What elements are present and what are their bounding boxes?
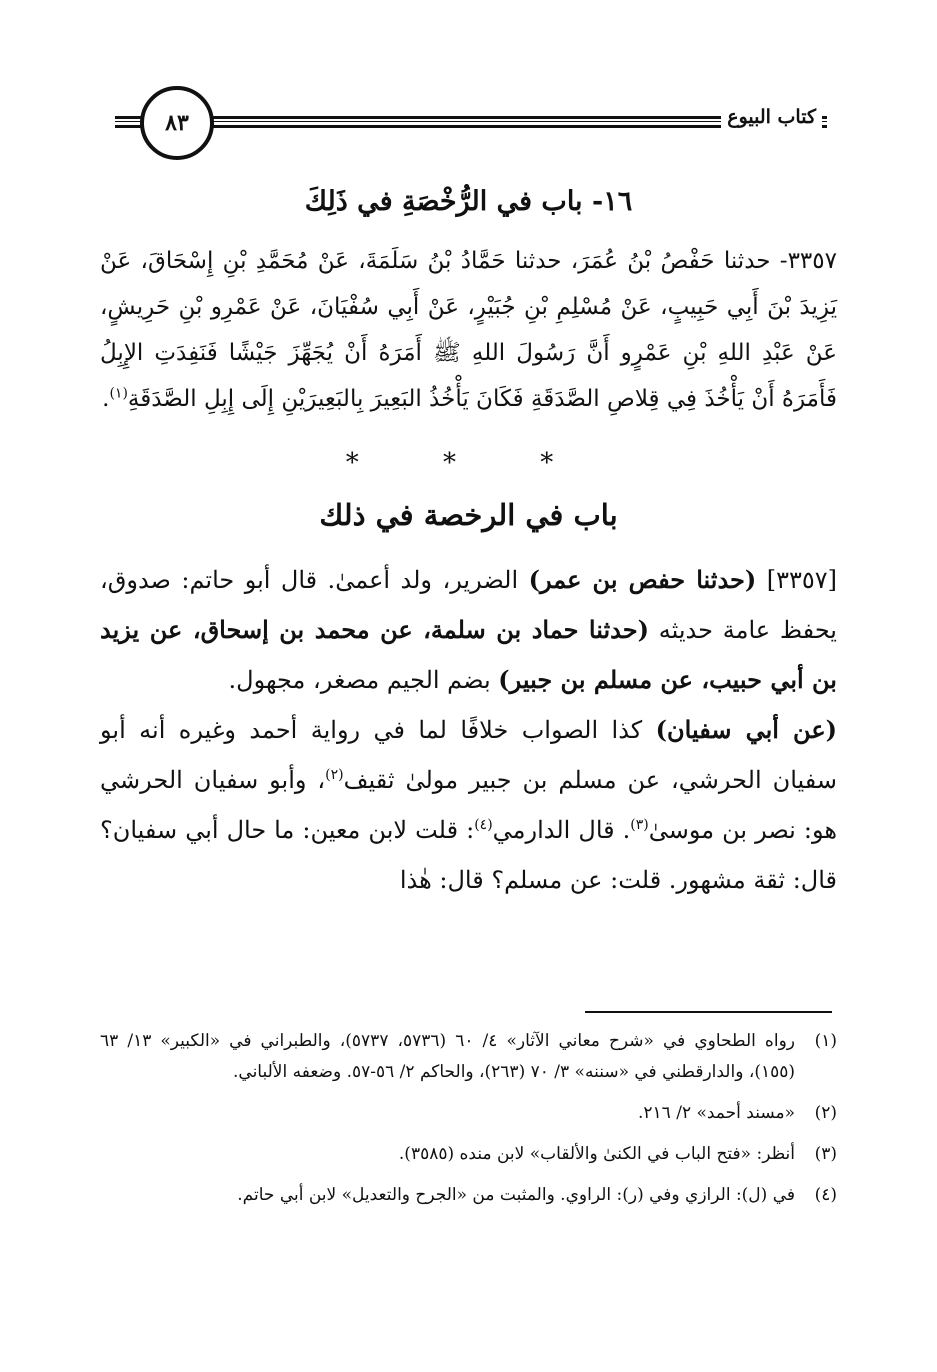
bold-run: (عن أبي سفيان) <box>655 715 838 744</box>
footnote-3 <box>100 1139 837 1170</box>
section-separator: * * * <box>345 448 592 478</box>
commentary-paragraph-2 <box>100 705 837 905</box>
text-run: ، وأبو سفيان الحرشي هو: نصر بن موسىٰ <box>100 766 837 844</box>
footnotes <box>100 1026 837 1221</box>
hadith-body: ٣٣٥٧- حدثنا حَفْصُ بْنُ عُمَرَ، حدثنا حَمَّادُ بْنُ سَلَمَةَ، عَنْ مُحَمَّدِ بْنِ إِسْحَاقَ، عَنْ يَزِيدَ بْنَ أَبِي حَبِيبٍ، عَنْ مُسْلِمِ بْنِ جُبَيْرٍ، عَنْ أَبِي سُفْيَانَ، عَنْ عَمْرِو بْنِ حَرِيشٍ، عَنْ عَبْدِ اللهِ بْنِ عَمْرٍو أَنَّ رَسُولَ اللهِ ﷺ أَمَرَهُ أَنْ يُجَهِّزَ جَيْشًا فَنَفِدَتِ الإِبِلُ فَأَمَرَهُ أَنْ يَأْخُذَ فِي قِلاصِ الصَّدَقَةِ فَكَانَ يَأْخُذُ البَعِيرَ بِالبَعِيرَيْنِ إِلَى إِبِلِ الصَّدَقَةِ <box>100 248 837 412</box>
footnote-2 <box>100 1098 837 1129</box>
footnote-number: (٣) <box>814 1144 837 1164</box>
commentary <box>100 555 837 905</box>
hadith-text <box>100 238 837 422</box>
page-number: ٨٣ <box>140 86 214 160</box>
footnote-text: أنظر: «فتح الباب في الكنىٰ والألقاب» لابن منده (٣٥٨٥). <box>398 1144 795 1164</box>
header-rule-bottom <box>115 125 827 128</box>
footnote-text: في (ل): الرازي وفي (ر): الراوي. والمثبت من «الجرح والتعديل» لابن أبي حاتم. <box>237 1185 795 1205</box>
footnote-text: رواه الطحاوي في «شرح معاني الآثار» ٤/ ٦٠ (٥٧٣٦، ٥٧٣٧)، والطبراني في «الكبير» ١٣/ ٦٣ (١٥٥)، والدارقطني في «سننه» ٣/ ٧٠ (٢٦٣)، والحاكم ٢/ ٥٦-٥٧. وضعفه الألباني. <box>100 1031 795 1082</box>
text-run: كذا الصواب خلافًا لما في رواية أحمد وغيره أنه أبو سفيان الحرشي، عن مسلم بن جبير مولىٰ ثقيف <box>100 716 837 794</box>
bold-run: (حدثنا حفص بن عمر) <box>528 565 757 594</box>
header-rule-top <box>115 116 827 119</box>
footnote-ref-2[interactable]: (٢) <box>325 767 344 783</box>
footnote-text: «مسند أحمد» ٢/ ٢١٦. <box>637 1103 795 1123</box>
footnote-1 <box>100 1026 837 1088</box>
text-run: الضرير، ولد أعمىٰ. قال أبو حاتم: صدوق، يحفظ عامة حديثه <box>100 566 837 644</box>
footnote-ref-4[interactable]: (٤) <box>474 817 493 833</box>
commentary-paragraph-1 <box>100 555 837 705</box>
text-run: . قال الدارمي <box>492 816 631 844</box>
footnote-number: (٤) <box>814 1185 837 1205</box>
text-run: : قلت لابن معين: ما حال أبي سفيان؟ قال: ثقة مشهور. قلت: عن مسلم؟ قال: هٰذا <box>100 816 837 894</box>
footnote-rule <box>585 1011 832 1013</box>
text-run: بضم الجيم مصغر، مجهول. <box>228 666 499 694</box>
footnote-number: (١) <box>814 1031 837 1051</box>
header-rule-mid <box>115 121 827 122</box>
hadith-end: . <box>102 386 110 412</box>
footnote-4 <box>100 1180 837 1211</box>
commentary-heading: باب في الرخصة في ذلك <box>319 498 618 532</box>
footnote-ref-3[interactable]: (٣) <box>630 817 649 833</box>
bold-run: (حدثنا حماد بن سلمة، عن محمد بن إسحاق، عن يزيد بن أبي حبيب، عن مسلم بن جبير) <box>100 615 837 694</box>
chapter-heading: ١٦- باب في الرُّخْصَةِ في ذَلِكَ <box>304 186 633 217</box>
text-run: [٣٣٥٧] <box>756 566 837 594</box>
footnote-number: (٢) <box>814 1103 837 1123</box>
footnote-ref-1[interactable]: (١) <box>109 385 128 402</box>
running-title: كتاب البيوع <box>721 102 822 132</box>
